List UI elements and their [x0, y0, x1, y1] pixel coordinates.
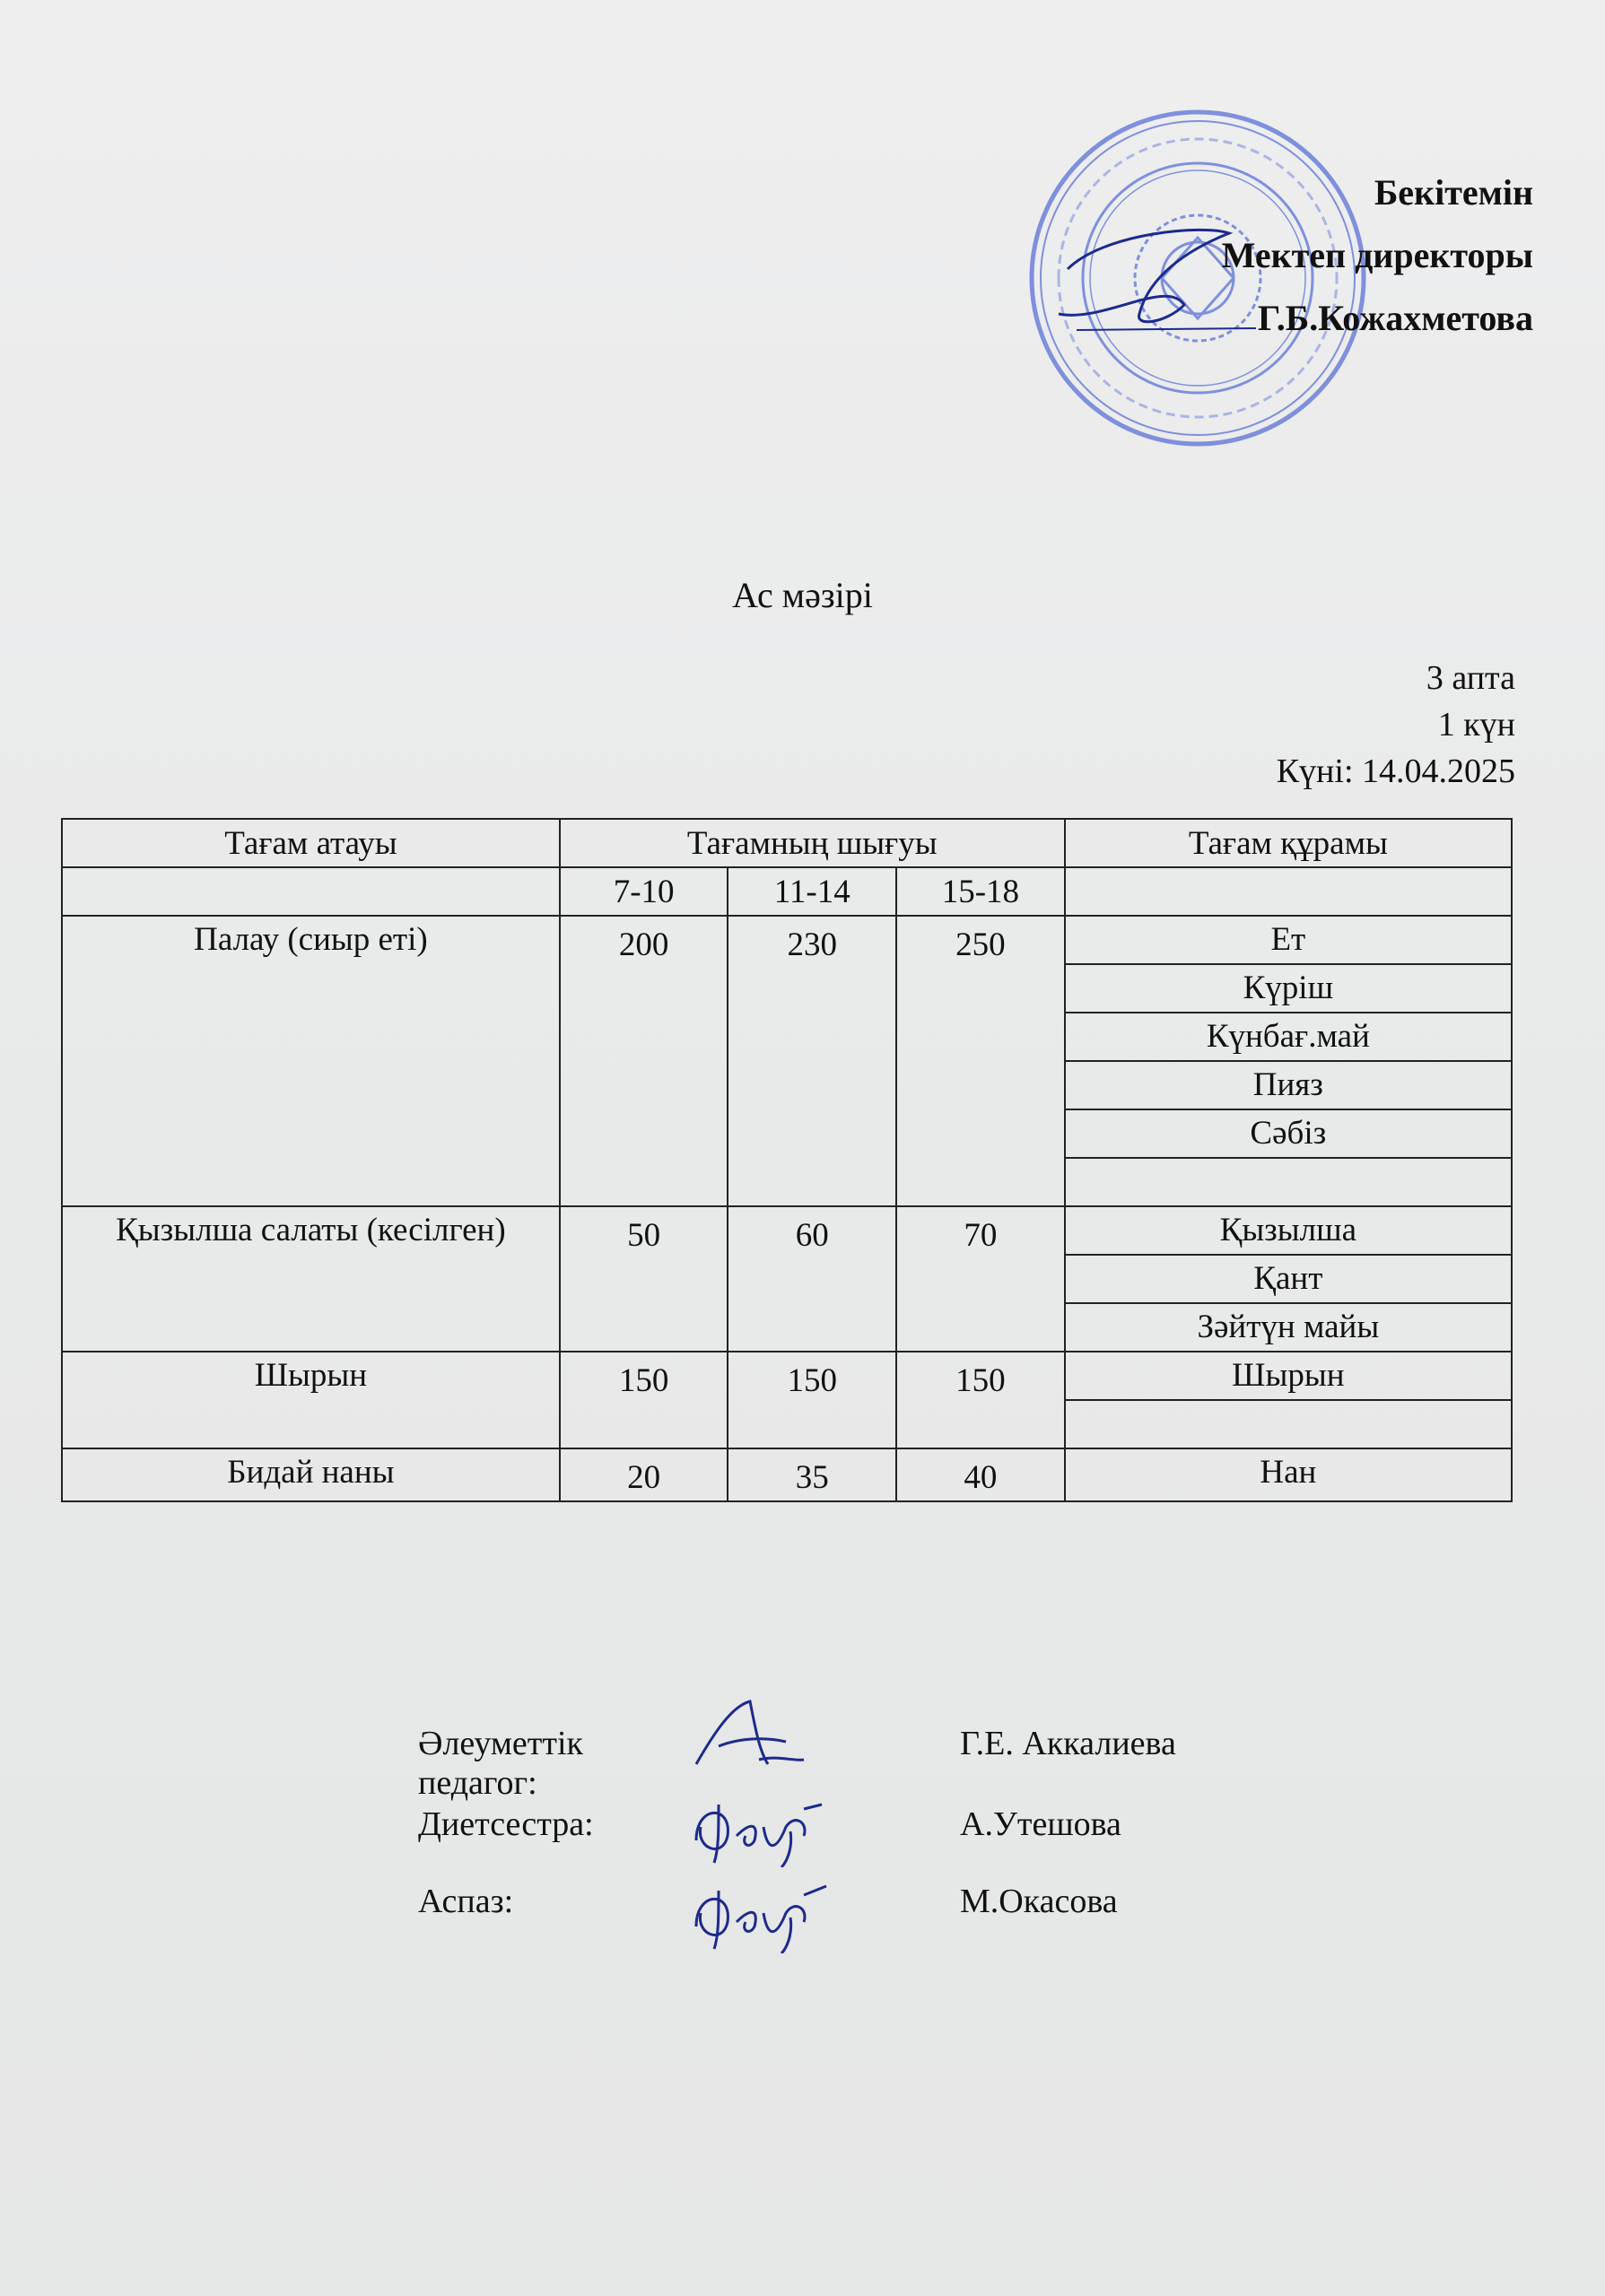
signature-image [678, 1873, 840, 1953]
portion-value: 60 [728, 1206, 896, 1352]
portion-value: 250 [896, 916, 1065, 1206]
portion-value: 40 [896, 1448, 1065, 1501]
dish-name: Бидай наны [62, 1448, 560, 1501]
ingredient [1066, 1159, 1511, 1205]
ingredient-list-cell [1065, 1448, 1512, 1501]
signature-image [669, 1697, 831, 1778]
dish-name: Палау (сиыр еті) [62, 916, 560, 1206]
ingredient: Зәйтүн майы [1197, 1309, 1380, 1345]
date-label: Күні: 14.04.2025 [1276, 752, 1515, 790]
approval-position: Мектеп директоры [1221, 235, 1533, 275]
menu-table [61, 818, 1513, 1502]
table-row [62, 1206, 1512, 1352]
portion-value: 35 [728, 1448, 896, 1501]
portion-value: 150 [560, 1352, 728, 1448]
ingredient-list-cell [1065, 916, 1512, 1206]
day-label: 1 күн [1437, 706, 1515, 744]
age-group-header: 7-10 [560, 867, 728, 916]
header-composition: Тағам құрамы [1065, 819, 1512, 867]
approval-title: Бекітемін [1374, 172, 1533, 213]
table-row [62, 916, 1512, 1206]
portion-value: 20 [560, 1448, 728, 1501]
ingredient: Қызылша [1066, 1207, 1511, 1256]
dish-name: Шырын [62, 1352, 560, 1448]
table-row [62, 1448, 1512, 1501]
signature-name: А.Утешова [960, 1805, 1121, 1843]
portion-value: 70 [896, 1206, 1065, 1352]
signature-image [678, 1787, 840, 1867]
signature-role: Аспаз: [418, 1883, 514, 1920]
age-group-header: 11-14 [728, 867, 896, 916]
ingredient-list-cell [1065, 1352, 1512, 1448]
approval-director-name: Г.Б.Кожахметова [1257, 298, 1533, 338]
ingredient: Шырын [1066, 1352, 1511, 1401]
signature-name: М.Окасова [960, 1883, 1118, 1920]
portion-value: 50 [560, 1206, 728, 1352]
age-group-header: 15-18 [896, 867, 1065, 916]
ingredient-list-cell [1065, 1206, 1512, 1352]
ingredient [1066, 1401, 1511, 1448]
table-row [62, 1352, 1512, 1448]
portion-value: 150 [728, 1352, 896, 1448]
signature-role: Әлеуметтік педагог: [418, 1725, 583, 1802]
ingredient: Күріш [1066, 965, 1511, 1013]
header-yield: Тағамның шығуы [560, 819, 1065, 867]
signature-name: Г.Е. Аккалиева [960, 1725, 1176, 1762]
dish-name: Қызылша салаты (кесілген) [62, 1206, 560, 1352]
page-title: Ас мәзірі [732, 575, 873, 615]
portion-value: 230 [728, 916, 896, 1206]
approval-block [1222, 161, 1533, 350]
ingredient: Күнбағ.май [1066, 1013, 1511, 1062]
signature-role: Диетсестра: [418, 1805, 594, 1843]
week-label: 3 апта [1426, 659, 1515, 697]
portion-value: 200 [560, 916, 728, 1206]
header-empty [1065, 867, 1512, 916]
ingredient: Сәбіз [1066, 1110, 1511, 1159]
header-empty [62, 867, 560, 916]
ingredient: Нан [1260, 1454, 1317, 1491]
portion-value: 150 [896, 1352, 1065, 1448]
menu-meta [1277, 655, 1515, 795]
ingredient: Пияз [1066, 1062, 1511, 1110]
ingredient: Ет [1066, 917, 1511, 965]
header-dish-name: Тағам атауы [62, 819, 560, 867]
ingredient: Қант [1066, 1256, 1511, 1304]
